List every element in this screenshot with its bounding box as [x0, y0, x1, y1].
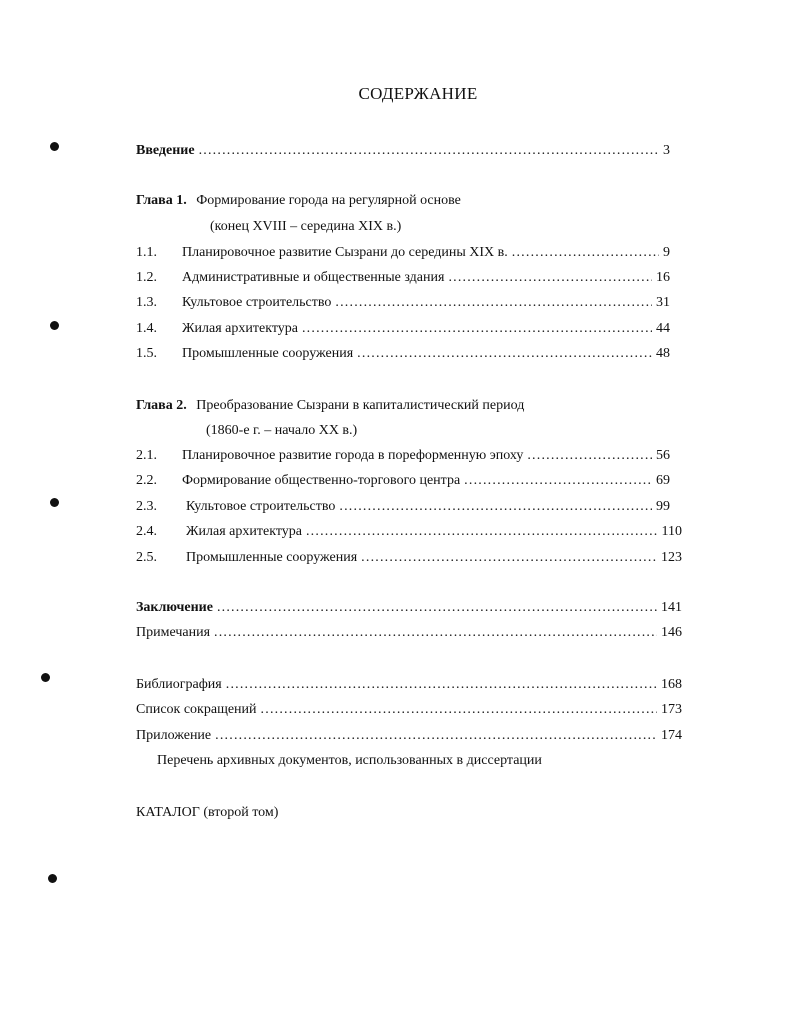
entry-label: Список сокращений: [136, 702, 257, 717]
dot-leader: [217, 597, 657, 619]
page-number: 146: [661, 625, 682, 640]
section-number: 2.4.: [136, 524, 157, 539]
entry-label: Промышленные сооружения: [186, 550, 358, 565]
chapter-2-period: (1860-е г. – начало XX в.): [206, 423, 358, 438]
chapter-label: Глава 2.: [136, 398, 187, 413]
entry-label: Примечания: [136, 625, 211, 640]
page-number: 44: [656, 321, 670, 336]
chapter-2-heading[interactable]: [136, 395, 524, 417]
section-number: 2.2.: [136, 473, 157, 488]
entry-label: Формирование общественно-торгового центра: [182, 473, 461, 488]
toc-entry[interactable]: [136, 343, 670, 365]
chapter-title: Формирование города на регулярной основе: [196, 193, 461, 208]
page-number: 123: [661, 550, 682, 565]
chapter-1-period: (конец XVIII – середина XIX в.): [210, 219, 402, 234]
margin-dot: [41, 673, 50, 682]
dot-leader: [214, 622, 657, 644]
chapter-1-heading[interactable]: [136, 190, 461, 212]
toc-entry-appendix[interactable]: [136, 725, 682, 747]
page-number: 31: [656, 295, 670, 310]
section-number: 1.4.: [136, 321, 157, 336]
toc-entry[interactable]: [136, 292, 670, 314]
page-number: 168: [661, 677, 682, 692]
entry-label: Административные и общественные здания: [182, 270, 445, 285]
dot-leader: [226, 674, 657, 696]
chapter-title: Преобразование Сызрани в капиталистический период: [196, 398, 525, 413]
section-number: 2.5.: [136, 550, 157, 565]
page-number: 99: [656, 499, 670, 514]
toc-entry-conclusion[interactable]: [136, 597, 682, 619]
entry-label: Жилая архитектура: [186, 524, 302, 539]
dot-leader: [464, 470, 652, 492]
entry-label: Культовое строительство: [186, 499, 336, 514]
dot-leader: [357, 343, 652, 365]
page-title: СОДЕРЖАНИЕ: [358, 84, 478, 103]
toc-entry-abbreviations[interactable]: [136, 699, 682, 721]
dot-leader: [335, 292, 652, 314]
page-number: 16: [656, 270, 670, 285]
section-number: 1.3.: [136, 295, 157, 310]
dot-leader: [199, 140, 659, 162]
margin-dot: [50, 142, 59, 151]
dot-leader: [215, 725, 657, 747]
page-number: 56: [656, 448, 670, 463]
page-number: 110: [661, 524, 682, 539]
toc-entry-bibliography[interactable]: [136, 674, 682, 696]
entry-label: Заключение: [136, 600, 213, 615]
entry-label: Планировочное развитие Сызрани до середины XIX в.: [182, 245, 508, 260]
page-number: 9: [663, 245, 670, 260]
toc-entry-notes[interactable]: [136, 622, 682, 644]
page-number: 173: [661, 702, 682, 717]
toc-entry[interactable]: [136, 496, 670, 518]
entry-label: Промышленные сооружения: [182, 346, 354, 361]
toc-entry[interactable]: [136, 521, 682, 543]
dot-leader: [306, 521, 658, 543]
dot-leader: [302, 318, 652, 340]
margin-dot: [48, 874, 57, 883]
margin-dot: [50, 498, 59, 507]
section-number: 2.3.: [136, 499, 157, 514]
entry-label: Планировочное развитие города в пореформенную эпоху: [182, 448, 524, 463]
toc-entry[interactable]: [136, 445, 670, 467]
toc-entry[interactable]: [136, 267, 670, 289]
page-number: 69: [656, 473, 670, 488]
dot-leader: [527, 445, 652, 467]
dot-leader: [448, 267, 652, 289]
section-number: 1.2.: [136, 270, 157, 285]
dot-leader: [361, 547, 657, 569]
dot-leader: [339, 496, 652, 518]
chapter-label: Глава 1.: [136, 193, 187, 208]
page-number: 141: [661, 600, 682, 615]
page-number: 174: [661, 728, 682, 743]
page-number: 3: [663, 143, 670, 158]
section-number: 2.1.: [136, 448, 157, 463]
margin-dot: [50, 321, 59, 330]
dot-leader: [512, 242, 659, 264]
toc-entry[interactable]: [136, 242, 670, 264]
catalog-note[interactable]: КАТАЛОГ (второй том): [136, 805, 279, 820]
appendix-note: Перечень архивных документов, использованных в диссертации: [157, 753, 542, 768]
entry-label: Жилая архитектура: [182, 321, 298, 336]
toc-entry[interactable]: [136, 318, 670, 340]
toc-entry-intro[interactable]: [136, 140, 670, 162]
entry-label: Введение: [136, 143, 195, 158]
entry-label: Культовое строительство: [182, 295, 332, 310]
entry-label: Приложение: [136, 728, 212, 743]
page-number: 48: [656, 346, 670, 361]
toc-entry[interactable]: [136, 470, 670, 492]
dot-leader: [261, 699, 657, 721]
section-number: 1.5.: [136, 346, 157, 361]
section-number: 1.1.: [136, 245, 157, 260]
entry-label: Библиография: [136, 677, 222, 692]
toc-entry[interactable]: [136, 547, 682, 569]
